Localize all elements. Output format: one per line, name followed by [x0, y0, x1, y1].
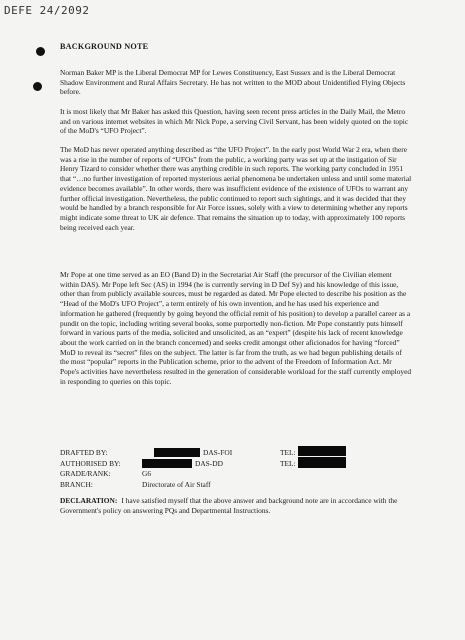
branch-label: BRANCH: [60, 479, 93, 489]
authorised-by-value: DAS-DD [195, 458, 223, 468]
paragraph-1: Norman Baker MP is the Liberal Democrat MP for Lewes Constituency, East Sussex and is the Liberal Democrat Shadow Environment and Rural Affairs Secretary. He has not written to the MOD about Unidentified Flying Objects before. [60, 68, 406, 97]
redaction-block [298, 446, 346, 456]
authorised-by-label: AUTHORISED BY: [60, 458, 121, 468]
punch-hole-icon [36, 47, 45, 56]
declaration [60, 496, 412, 515]
drafted-by-value: DAS-FOI [203, 448, 233, 457]
drafted-by-label: DRAFTED BY: [60, 448, 108, 457]
redaction-block [298, 457, 346, 468]
redaction-block [154, 448, 200, 457]
paragraph-2: It is most likely that Mr Baker has asked this Question, having seen recent press articles in the Daily Mail, the Metro and on various internet websites in which Mr Nick Pope, a serving Civil Servant, has been widely quoted on the topic of the MoD's “UFO Project”. [60, 107, 409, 136]
redaction-block [142, 459, 192, 468]
tel-label-2: TEL: [280, 458, 296, 468]
tel-label-1: TEL: [280, 448, 296, 457]
branch-value: Directorate of Air Staff [142, 479, 211, 489]
punch-hole-icon [33, 82, 42, 91]
archive-reference: DEFE 24/2092 [4, 4, 90, 17]
note-heading: BACKGROUND NOTE [60, 42, 149, 51]
paragraph-3: The MoD has never operated anything described as “the UFO Project”. In the early post World War 2 era, when there was a rise in the number of reports of “UFOs” from the public, a working party was set up at the instigation of Sir Henry Tizard to consider whether there was anything credible in such reports. The working party concluded in 1951 that “…no further investigation of reported mysterious aerial phenomena be undertaken unless and until some material evidence becomes available”. In other words, there was insufficient evidence of the existence of UFOs to warrant any further official investigation. Nevertheless, the public continued to report such sightings, and it was decided that they would be handled by a branch responsible for Air Force issues, solely with a view to determining whether any reports might indicate some threat to UK air defence. That remains the situation up to today, with approximately 100 reports being received each year. [60, 145, 412, 232]
signature-block [60, 448, 420, 490]
grade-value: G6 [142, 469, 152, 478]
grade-label: GRADE/RANK: [60, 469, 111, 478]
declaration-label: DECLARATION: [60, 496, 118, 505]
declaration-text: I have satisfied myself that the above answer and background note are in accordance with the Government's policy on answering PQs and Departmental Instructions. [60, 496, 398, 515]
paragraph-4: Mr Pope at one time served as an EO (Band D) in the Secretariat Air Staff (the precursor of the Civilian element within DAS). Mr Pope left Sec (AS) in 1994 (he is currently serving in D Def Sy) and his knowledge of this issue, other than from publicly available sources, must be regarded as dated. Mr Pope elected to describe his position as the “Head of the MoD's UFO Project”, a term entirely of his own invention, and he has used his experience and information he gathered (frequently by going beyond the official remit of his position) to develop a parallel career as a pundit on the topic, including writing several books, some purportedly non-fiction. Mr Pope constantly puts himself forward in various parts of the media, solicited and unsolicited, as an “expert” (despite his lack of recent knowledge about the work carried on in the branch concerned) and seeks credit amongst other aficionados for having “forced” MoD to reveal its “secret” files on the subject. The latter is far from the truth, as we had begun publishing details of the most “popular” reports in the Publication scheme, prior to the advent of the Freedom of Information Act. Mr Pope's activities have nevertheless resulted in the generation of considerable workload for the staff currently employed in responding to queries on this topic. [60, 270, 412, 386]
